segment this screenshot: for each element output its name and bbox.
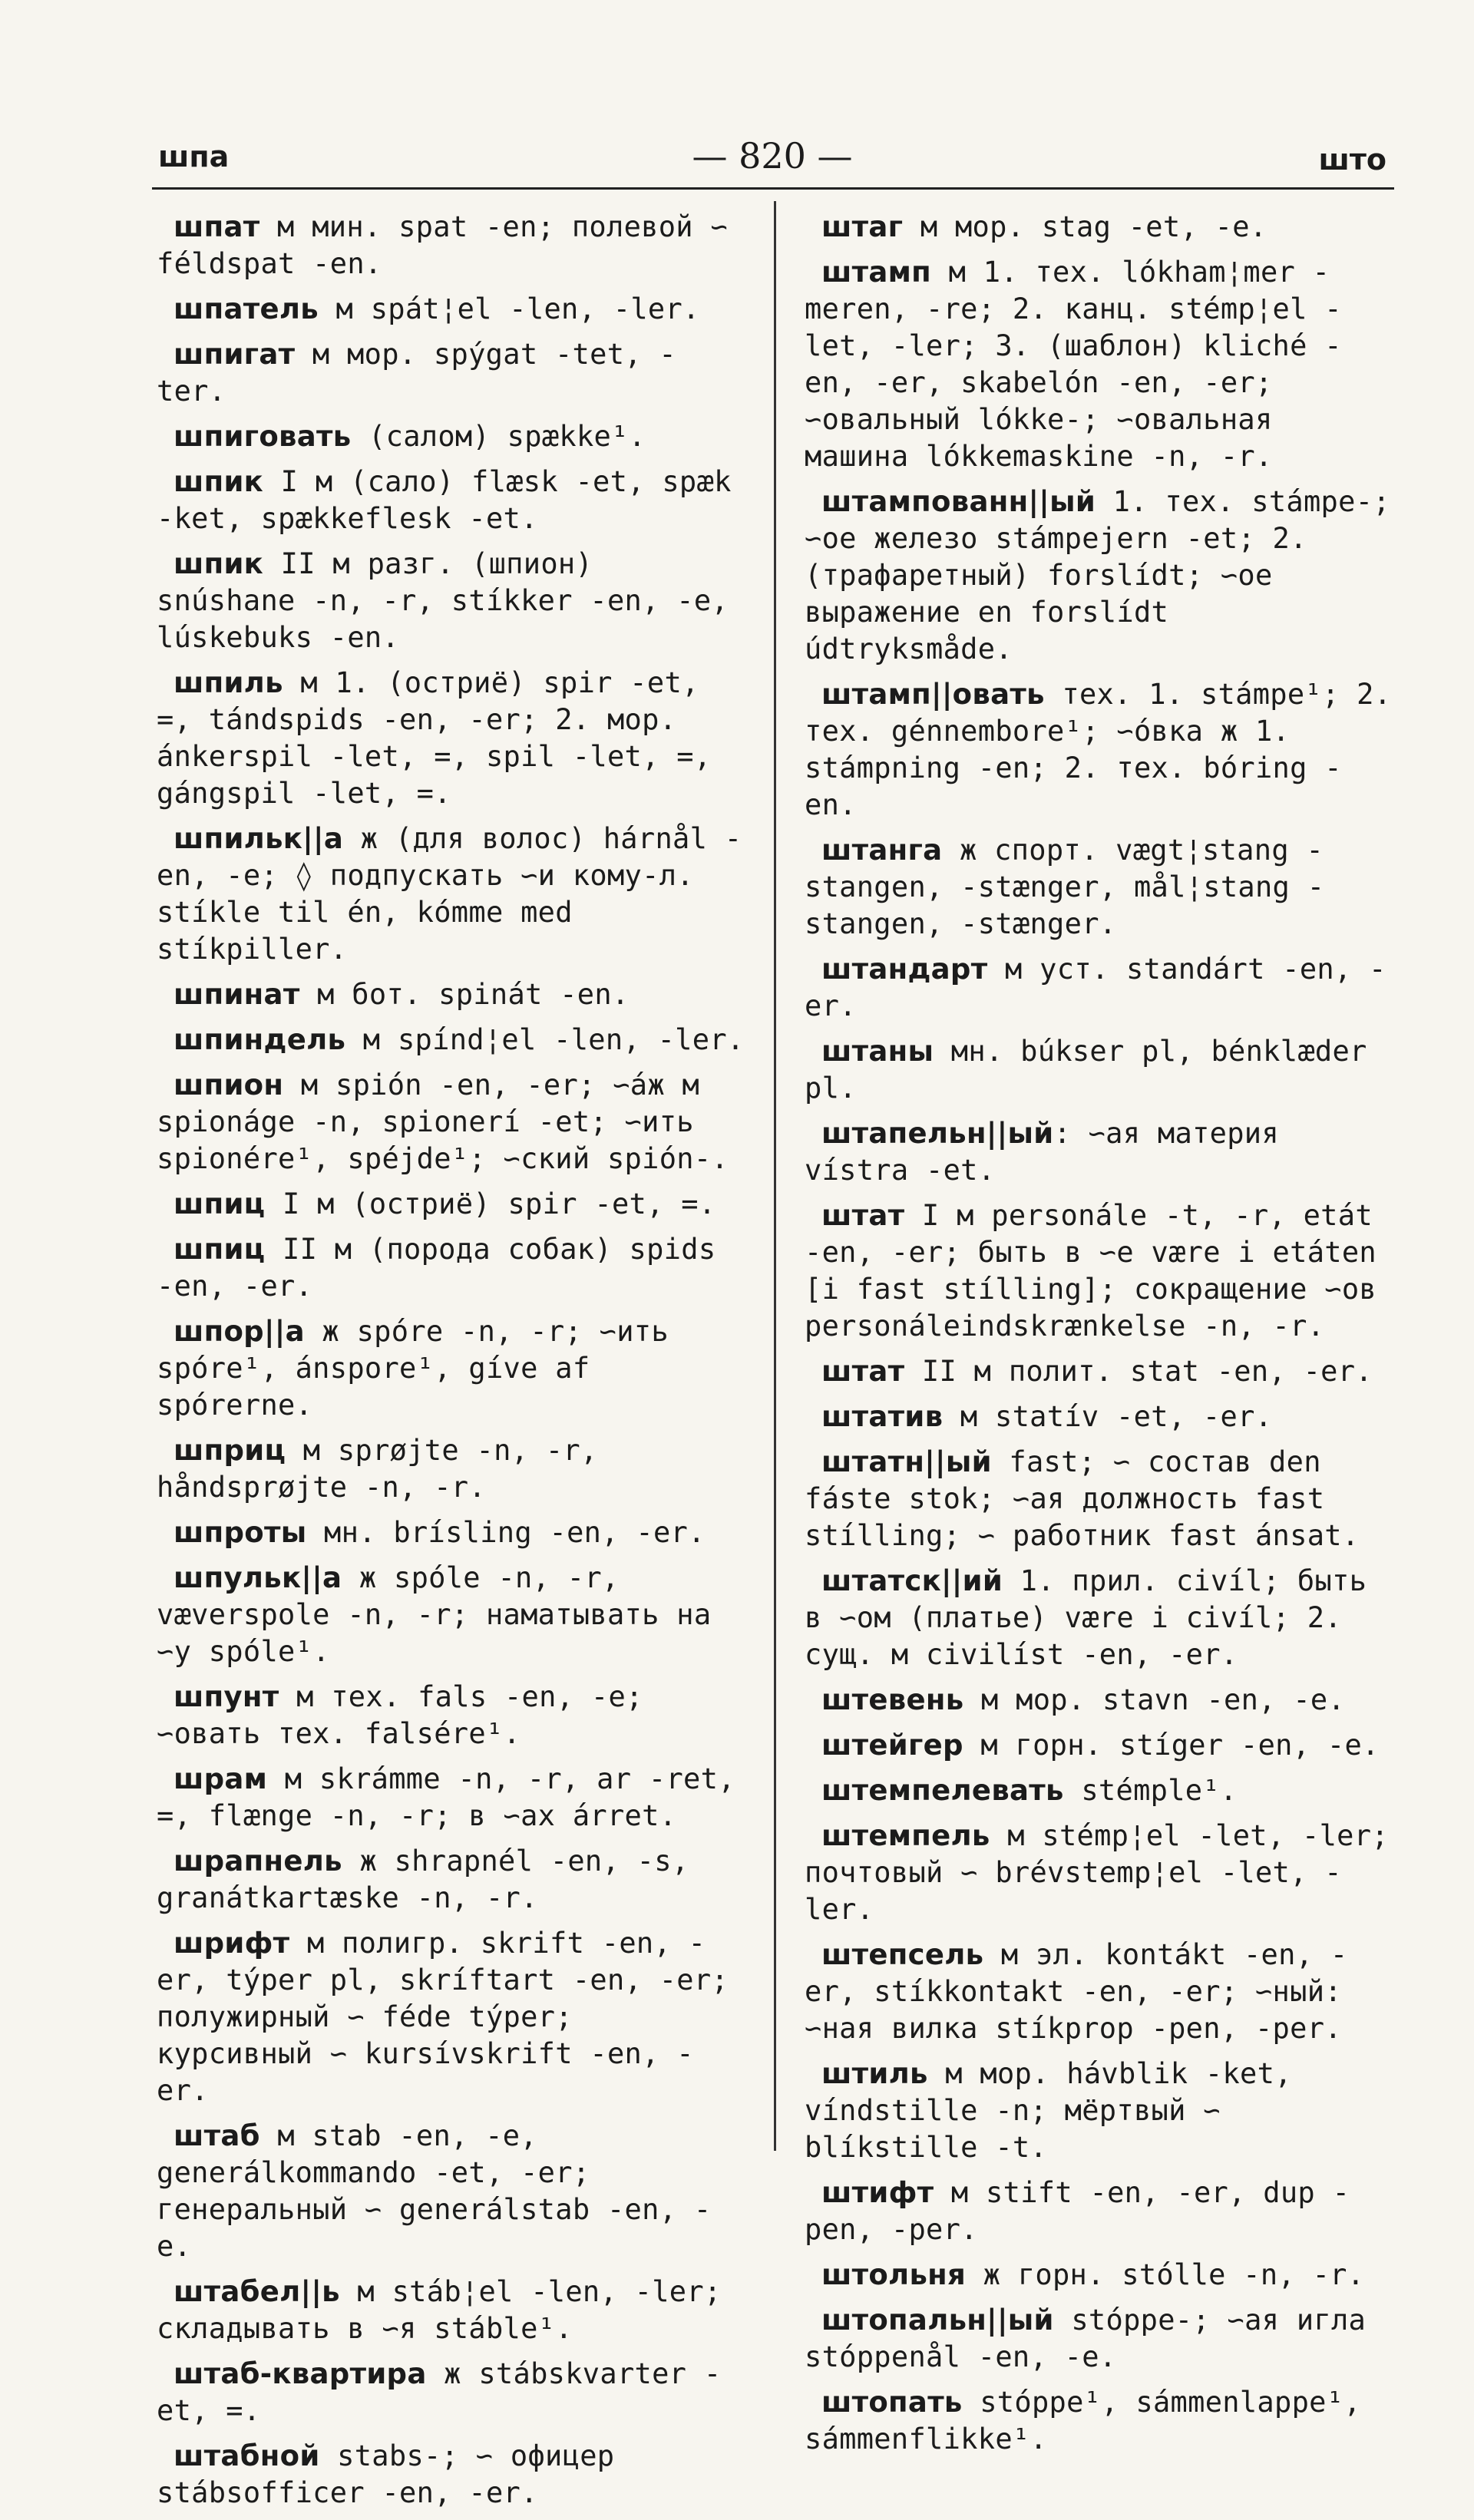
running-head	[152, 135, 1393, 189]
entry-definition: м 1. (остриё) spir -et, =, tándspids -en, -er; 2. мор. ánkerspil -let, =, spil -let, =, gángspil -let, =.	[157, 666, 712, 810]
entry-definition: 1. тех. stámpe-; ∽ое железо stámpejern -et; 2. (трафаретный) forslídt; ∽ое выражение en forslídt údtryksmåde.	[805, 485, 1390, 666]
entry-headword: штаб-квартира	[174, 2357, 427, 2390]
entry-headword: штаг	[821, 210, 904, 243]
entry-definition: ж спорт. vægt¦stang -stangen, -stænger, mål¦stang -stangen, -stænger.	[805, 834, 1325, 940]
dictionary-entry	[805, 2257, 1393, 2294]
dictionary-entry	[805, 951, 1393, 1025]
entry-headword: шпик	[174, 547, 264, 580]
entry-headword: штольня	[821, 2258, 967, 2291]
dictionary-entry	[805, 1353, 1393, 1390]
dictionary-entry	[157, 291, 745, 328]
dictionary-entry	[805, 2175, 1393, 2248]
dictionary-entry	[805, 1937, 1393, 2047]
entry-definition: м мор. hávblik -ket, víndstille -n; мёртвый ∽ blíkstille -t.	[805, 2057, 1292, 2164]
entry-definition: ж spóle -n, -r, væverspole -n, -r; наматывать на ∽у spóle¹.	[157, 1561, 712, 1668]
entry-headword: штепсель	[821, 1938, 984, 1971]
entry-definition: м skrámme -n, -r, ar -ret, =, flænge -n, -r; в ∽ах árret.	[157, 1762, 735, 1832]
entry-headword: штемпель	[821, 1819, 990, 1852]
entry-definition: stóppe-; ∽ая игла stóppenål -en, -e.	[805, 2304, 1367, 2373]
dictionary-entry	[157, 418, 745, 455]
page-number: — 820 —	[692, 135, 853, 177]
entry-definition: stémple¹.	[1063, 1774, 1238, 1807]
entry-definition: 1. прил. civíl; быть в ∽ом (платье) være i civíl; 2. сущ. м civilíst -en, -er.	[805, 1564, 1367, 1671]
entry-definition: м мор. stavn -en, -e.	[963, 1683, 1346, 1716]
entry-definition: I м (остриё) spir -et, =.	[265, 1187, 716, 1220]
entry-definition: м spión -en, -er; ∽áж м spionáge -n, spionerí -et; ∽ить spionére¹, spéjde¹; ∽ский spión-.	[157, 1068, 729, 1175]
dictionary-entry	[805, 2056, 1393, 2166]
entry-definition: ж shrapnél -en, -s, granátkartæske -n, -r.	[157, 1845, 689, 1914]
entry-headword: шпроты	[174, 1516, 307, 1549]
left-column	[157, 209, 745, 2520]
entry-definition: м мор. spýgat -tet, -ter.	[157, 338, 676, 408]
entry-definition: м 1. тех. lókham¦mer -meren, -re; 2. канц. stémp¦el -let, -ler; 3. (шаблон) kliché -en, -er, skabelón -en, -er; ∽овальный lókke-; ∽овальная машина lókkemaskine -n, -r.	[805, 256, 1342, 473]
entry-headword: штопать	[821, 2386, 963, 2419]
column-divider	[774, 201, 776, 2151]
entry-definition: I м (сало) flæsk -et, spæk -ket, spækkeflesk -et.	[157, 465, 732, 535]
entry-headword: шпильк||а	[174, 822, 344, 855]
entry-headword: штатн||ый	[821, 1445, 992, 1478]
dictionary-entry	[805, 1033, 1393, 1107]
entry-headword: штиль	[821, 2057, 928, 2090]
dictionary-entry	[157, 821, 745, 968]
entry-headword: шпиговать	[174, 420, 352, 453]
entry-definition: м горн. stíger -en, -e.	[963, 1729, 1380, 1762]
entry-headword: штат	[821, 1199, 905, 1232]
entry-headword: штампованн||ый	[821, 485, 1096, 518]
entry-headword: шрам	[174, 1762, 268, 1795]
entry-definition: м sprøjte -n, -r, håndsprøjte -n, -r.	[157, 1434, 598, 1504]
dictionary-entry	[805, 254, 1393, 475]
entry-headword: шрифт	[174, 1927, 290, 1960]
entry-headword: шпинат	[174, 978, 300, 1011]
entry-definition: м мор. stag -et, -e.	[903, 210, 1267, 243]
dictionary-entry	[157, 2118, 745, 2265]
entry-headword: штаб	[174, 2119, 260, 2152]
entry-headword: штемпелевать	[821, 1774, 1064, 1807]
dictionary-entry	[157, 1231, 745, 1305]
last-headword-guide: што	[1318, 143, 1386, 177]
entry-definition: м stab -en, -e, generálkommando -et, -er; генеральный ∽ generálstab -en, -e.	[157, 2119, 712, 2263]
entry-headword: шпиль	[174, 666, 283, 699]
entry-definition: м уст. standárt -en, -er.	[805, 953, 1386, 1022]
dictionary-entry	[805, 2302, 1393, 2376]
entry-definition: ж горн. stólle -n, -r.	[966, 2258, 1365, 2291]
entry-headword: штанга	[821, 834, 943, 867]
entry-definition: : ∽ая материя vístra -et.	[805, 1117, 1279, 1187]
entry-headword: штабной	[174, 2439, 320, 2472]
dictionary-entry	[157, 2438, 745, 2512]
entry-headword: шпиц	[174, 1233, 266, 1266]
dictionary-entry	[157, 1432, 745, 1506]
entry-headword: шпион	[174, 1068, 284, 1101]
entry-headword: шрапнель	[174, 1845, 342, 1878]
entry-headword: шпигат	[174, 338, 296, 371]
dictionary-entry	[157, 2274, 745, 2347]
entry-definition: (салом) spække¹.	[351, 420, 646, 453]
entry-headword: шпатель	[174, 292, 319, 325]
dictionary-entry	[157, 1843, 745, 1917]
entry-definition: м stáb¦el -len, -ler; складывать в ∽я stáble¹.	[157, 2275, 722, 2345]
entry-definition: м полигр. skrift -en, -er, týper pl, skríftart -en, -er; полужирный ∽ féde týper; курсивный ∽ kursívskrift -en, -er.	[157, 1927, 729, 2107]
entry-headword: шпунт	[174, 1680, 279, 1713]
entry-headword: штабел||ь	[174, 2275, 340, 2308]
entry-definition: м эл. kontákt -en, -er, stíkkontakt -en, -er; ∽ный: ∽ная вилка stíkprop -pen, -per.	[805, 1938, 1348, 2045]
dictionary-entry	[805, 832, 1393, 943]
dictionary-entry	[805, 1197, 1393, 1345]
entry-definition: м тех. fals -en, -e; ∽овать тех. falsére¹.	[157, 1680, 643, 1750]
dictionary-entry	[157, 1761, 745, 1835]
dictionary-entry	[805, 1115, 1393, 1189]
dictionary-entry	[805, 1818, 1393, 1928]
entry-headword: штатив	[821, 1400, 944, 1433]
entry-definition: м spát¦el -len, -ler.	[318, 292, 700, 325]
entry-definition: м stift -en, -er, dup -pen, -per.	[805, 2176, 1350, 2246]
entry-headword: шприц	[174, 1434, 286, 1467]
entry-definition: stóppe¹, sámmenlappe¹, sámmenflikke¹.	[805, 2386, 1361, 2456]
right-column	[805, 209, 1393, 2466]
dictionary-entry	[157, 336, 745, 410]
dictionary-entry	[805, 1563, 1393, 1673]
dictionary-entry	[805, 1772, 1393, 1809]
dictionary-entry	[805, 1727, 1393, 1764]
entry-definition: м spínd¦el -len, -ler.	[345, 1023, 745, 1056]
entry-definition: м stémp¦el -let, -ler; почтовый ∽ brévstemp¦el -let, -ler.	[805, 1819, 1389, 1926]
dictionary-entry	[157, 464, 745, 537]
entry-definition: ж spóre -n, -r; ∽ить spóre¹, ánspore¹, gíve af spórerne.	[157, 1315, 669, 1422]
dictionary-entry	[157, 1313, 745, 1424]
dictionary-entry	[805, 1444, 1393, 1554]
entry-headword: шпиндель	[174, 1023, 346, 1056]
entry-definition: м statív -et, -er.	[943, 1400, 1273, 1433]
entry-headword: шпор||а	[174, 1315, 305, 1348]
entry-definition: II м разг. (шпион) snúshane -n, -r, stíkker -en, -e, lúskebuks -en.	[157, 547, 729, 654]
entry-definition: II м (порода собак) spids -en, -er.	[157, 1233, 716, 1303]
dictionary-entry	[805, 484, 1393, 668]
header-rule	[152, 187, 1394, 190]
entry-headword: штифт	[821, 2176, 934, 2209]
entry-headword: штамп	[821, 256, 932, 289]
dictionary-entry	[157, 2356, 745, 2429]
entry-headword: штат	[821, 1355, 905, 1388]
dictionary-entry	[157, 1186, 745, 1223]
entry-definition: мн. búkser pl, bénklæder pl.	[805, 1035, 1367, 1105]
dictionary-entry	[157, 976, 745, 1013]
dictionary-entry	[157, 1925, 745, 2109]
entry-definition: м бот. spinát -en.	[299, 978, 630, 1011]
entry-definition: I м personále -t, -r, etát -en, -er; быть в ∽е være i etáten [i fast stílling]; сокращение ∽ов personáleindskrænkelse -n, -r.	[805, 1199, 1377, 1343]
entry-headword: шпульк||а	[174, 1561, 342, 1594]
entry-headword: штатск||ий	[821, 1564, 1003, 1597]
entry-definition: fast; ∽ состав den fáste stok; ∽ая должность fast stílling; ∽ работник fast ánsat.	[805, 1445, 1360, 1552]
entry-headword: штевень	[821, 1683, 964, 1716]
dictionary-entry	[157, 546, 745, 656]
dictionary-entry	[805, 209, 1393, 246]
entry-headword: штопальн||ый	[821, 2304, 1054, 2337]
entry-definition: stabs-; ∽ офицер stábsofficer -en, -er.	[157, 2439, 615, 2509]
entry-headword: штандарт	[821, 953, 988, 986]
entry-definition: мн. brísling -en, -er.	[306, 1516, 706, 1549]
entry-headword: штапельн||ый	[821, 1117, 1054, 1150]
dictionary-entry	[157, 1022, 745, 1059]
entry-definition: м мин. spat -en; полевой ∽ féldspat -en.	[157, 210, 729, 280]
dictionary-entry	[805, 676, 1393, 824]
dictionary-entry	[805, 1399, 1393, 1435]
dictionary-entry	[157, 1679, 745, 1752]
dictionary-entry	[805, 1682, 1393, 1719]
dictionary-entry	[805, 2384, 1393, 2458]
dictionary-entry	[157, 1067, 745, 1177]
entry-headword: штамп||овать	[821, 678, 1045, 711]
dictionary-entry	[157, 665, 745, 812]
entry-headword: штейгер	[821, 1729, 963, 1762]
entry-definition: ж (для волос) hárnål -en, -e; ◊ подпускать ∽и кому-л. stíkle til én, kómme med stíkpiller.	[157, 822, 742, 966]
dictionary-entry	[157, 209, 745, 282]
entry-headword: шпат	[174, 210, 260, 243]
dictionary-entry	[157, 1514, 745, 1551]
entry-headword: штаны	[821, 1035, 934, 1068]
dictionary-entry	[157, 1560, 745, 1670]
entry-definition: тех. 1. stámpe¹; 2. тех. génnembore¹; ∽óвка ж 1. stámpning -en; 2. тех. bóring -en.	[805, 678, 1392, 821]
entry-definition: II м полит. stat -en, -er.	[904, 1355, 1373, 1388]
entry-definition: ж stábskvarter -et, =.	[157, 2357, 722, 2427]
first-headword-guide: шпа	[158, 140, 230, 173]
entry-headword: шпиц	[174, 1187, 266, 1220]
entry-headword: шпик	[174, 465, 264, 498]
